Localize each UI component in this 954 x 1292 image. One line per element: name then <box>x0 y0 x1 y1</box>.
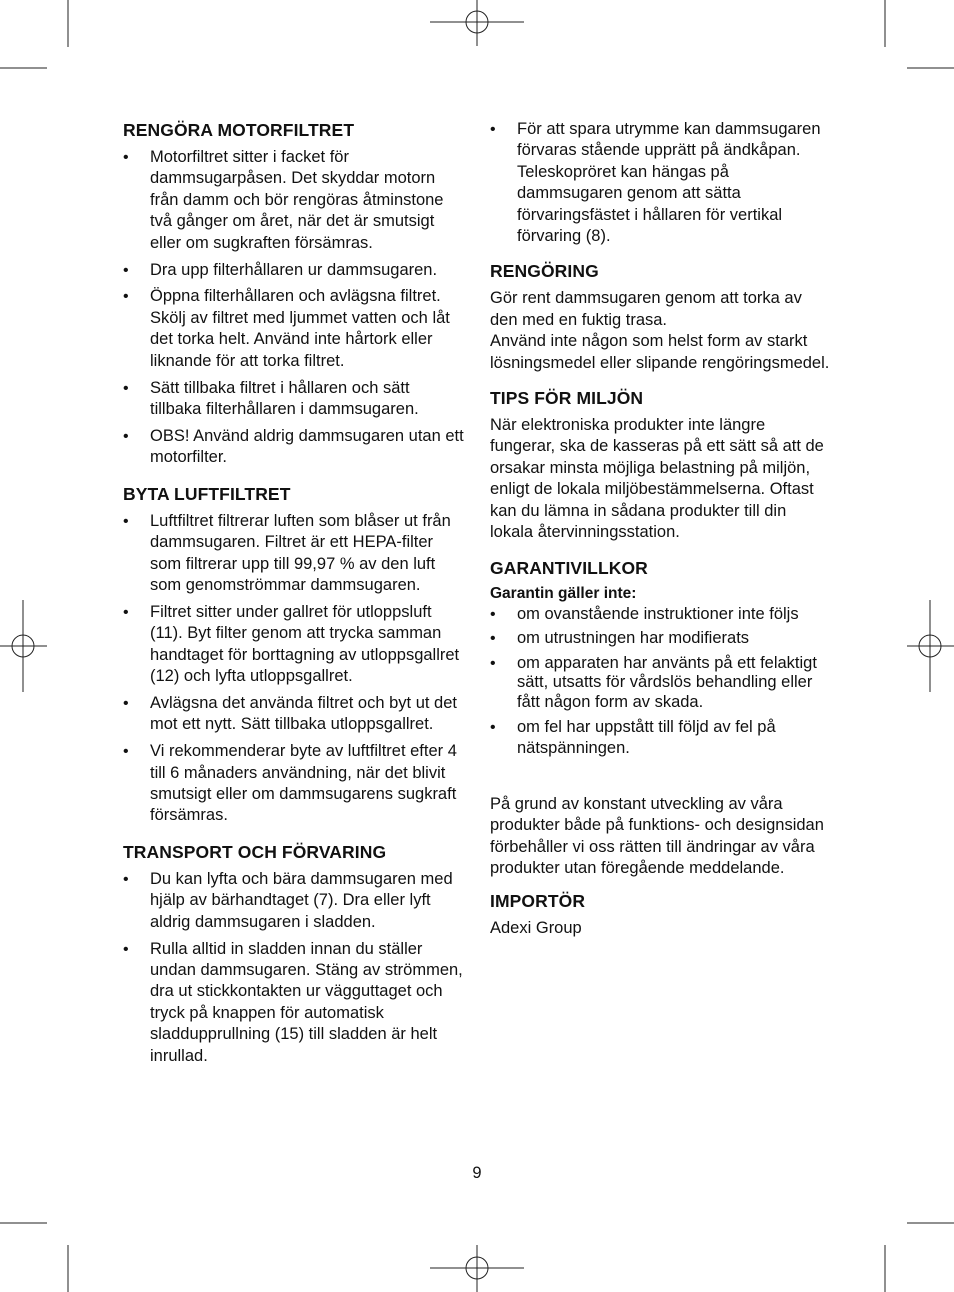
list-item: • Du kan lyfta och bära dammsugaren med hjälp av bärhandtaget (7). Dra eller lyft aldrig dammsugaren i sladden. <box>123 869 465 933</box>
registration-mark-right-icon <box>907 600 954 692</box>
page-number: 9 <box>472 1164 482 1182</box>
heading-motorfilter: RENGÖRA MOTORFILTRET <box>123 120 355 140</box>
heading-transport: TRANSPORT OCH FÖRVARING <box>123 841 387 862</box>
left-column <box>123 119 465 1084</box>
list-item: • OBS! Använd aldrig dammsugaren utan ett motorfilter. <box>123 426 465 469</box>
section-garanti <box>490 557 832 760</box>
list-item: • om ovanstående instruktioner inte följs <box>490 605 832 625</box>
list-item: • Dra upp filterhållaren ur dammsugaren. <box>123 260 465 281</box>
registration-mark-bottom-icon <box>430 1245 524 1292</box>
rengoring-text-1: Gör rent dammsugaren genom att torka av den med en fuktig trasa. <box>490 289 802 329</box>
list-item: • Rulla alltid in sladden innan du ställer undan dammsugaren. Stäng av strömmen, dra ut stickkontakten ur vägguttaget och tryck på knappen för automatisk sladdupprullning (15) till sladden är helt inrullad. <box>123 939 465 1067</box>
heading-luftfilter: BYTA LUFTFILTRET <box>123 483 291 504</box>
luftfilter-list <box>123 511 465 827</box>
list-item: • För att spara utrymme kan dammsugaren förvaras stående upprätt på ändkåpan. Teleskopröret kan hängas på dammsugaren genom att sätta förvaringsfästet i hållaren för vertikal förvaring (8). <box>490 119 832 247</box>
right-column <box>490 119 832 957</box>
change-notice: På grund av konstant utveckling av våra produkter både på funktions- och designsidan förbehåller vi oss rätten till ändringar av våra produkter utan föregående meddelande. <box>490 794 824 878</box>
list-item: • Filtret sitter under gallret för utloppsluft (11). Byt filter genom att trycka samman handtaget för borttagning av utloppsgallret (12) och lyfta utloppsgallret. <box>123 602 465 688</box>
registration-mark-top-icon <box>430 0 524 46</box>
heading-tips: TIPS FÖR MILJÖN <box>490 388 644 409</box>
list-item: • Öppna filterhållaren och avlägsna filtret. Skölj av filtret med ljummet vatten och låt det torka helt. Använd inte hårtork eller liknande för att torka filtret. <box>123 286 465 372</box>
heading-garanti: GARANTIVILLKOR <box>490 557 648 578</box>
garanti-list <box>490 605 832 760</box>
motorfilter-list <box>123 147 465 469</box>
transport-list <box>123 869 465 1067</box>
list-item: • om fel har uppstått till följd av fel på nätspänningen. <box>490 717 832 760</box>
list-item: • Avlägsna det använda filtret och byt ut det mot ett nytt. Sätt tillbaka utloppsgallret. <box>123 693 465 736</box>
registration-mark-left-icon <box>0 600 47 692</box>
section-transport <box>123 841 465 1067</box>
heading-rengoring: RENGÖRING <box>490 261 599 282</box>
section-storage-continued <box>490 119 832 247</box>
importer-name: Adexi Group <box>490 919 582 938</box>
storage-list <box>490 119 832 247</box>
section-tips <box>490 387 832 543</box>
tips-text: När elektroniska produkter inte längre fungerar, ska de kasseras på ett sätt så att de orsakar minsta möjliga belastning på miljön, enligt de lokala miljöbestämmelserna. Oftast kan du lämna in sådana produkter till din lokala återvinningsstation. <box>490 416 824 542</box>
garanti-subheading: Garantin gäller inte: <box>490 584 637 602</box>
section-luftfilter <box>123 483 465 827</box>
rengoring-text-2: Använd inte någon som helst form av starkt lösningsmedel eller slipande rengöringsmedel. <box>490 332 830 372</box>
list-item: • Motorfiltret sitter i facket för dammsugarpåsen. Det skyddar motorn från damm och bör rengöras åtminstone två gånger om året, när det är smutsigt eller om sugkraften försämras. <box>123 147 465 254</box>
list-item: • om apparaten har använts på ett felaktigt sätt, utsatts för vårdslös behandling eller fått någon form av skada. <box>490 654 832 713</box>
list-item: • Sätt tillbaka filtret i hållaren och sätt tillbaka filterhållaren i dammsugaren. <box>123 378 465 421</box>
list-item: • om utrustningen har modifierats <box>490 629 832 649</box>
list-item: • Vi rekommenderar byte av luftfiltret efter 4 till 6 månaders användning, när det blivit smutsigt eller om dammsugarens sugkraft försämras. <box>123 741 465 827</box>
section-importer <box>490 890 832 939</box>
section-rengoring <box>490 260 832 374</box>
list-item: • Luftfiltret filtrerar luften som blåser ut från dammsugaren. Filtret är ett HEPA-filter som filtrerar upp till 99,97 % av den luft som genomströmmar dammsugaren. <box>123 511 465 597</box>
section-motorfilter <box>123 119 465 469</box>
heading-importer: IMPORTÖR <box>490 891 586 912</box>
